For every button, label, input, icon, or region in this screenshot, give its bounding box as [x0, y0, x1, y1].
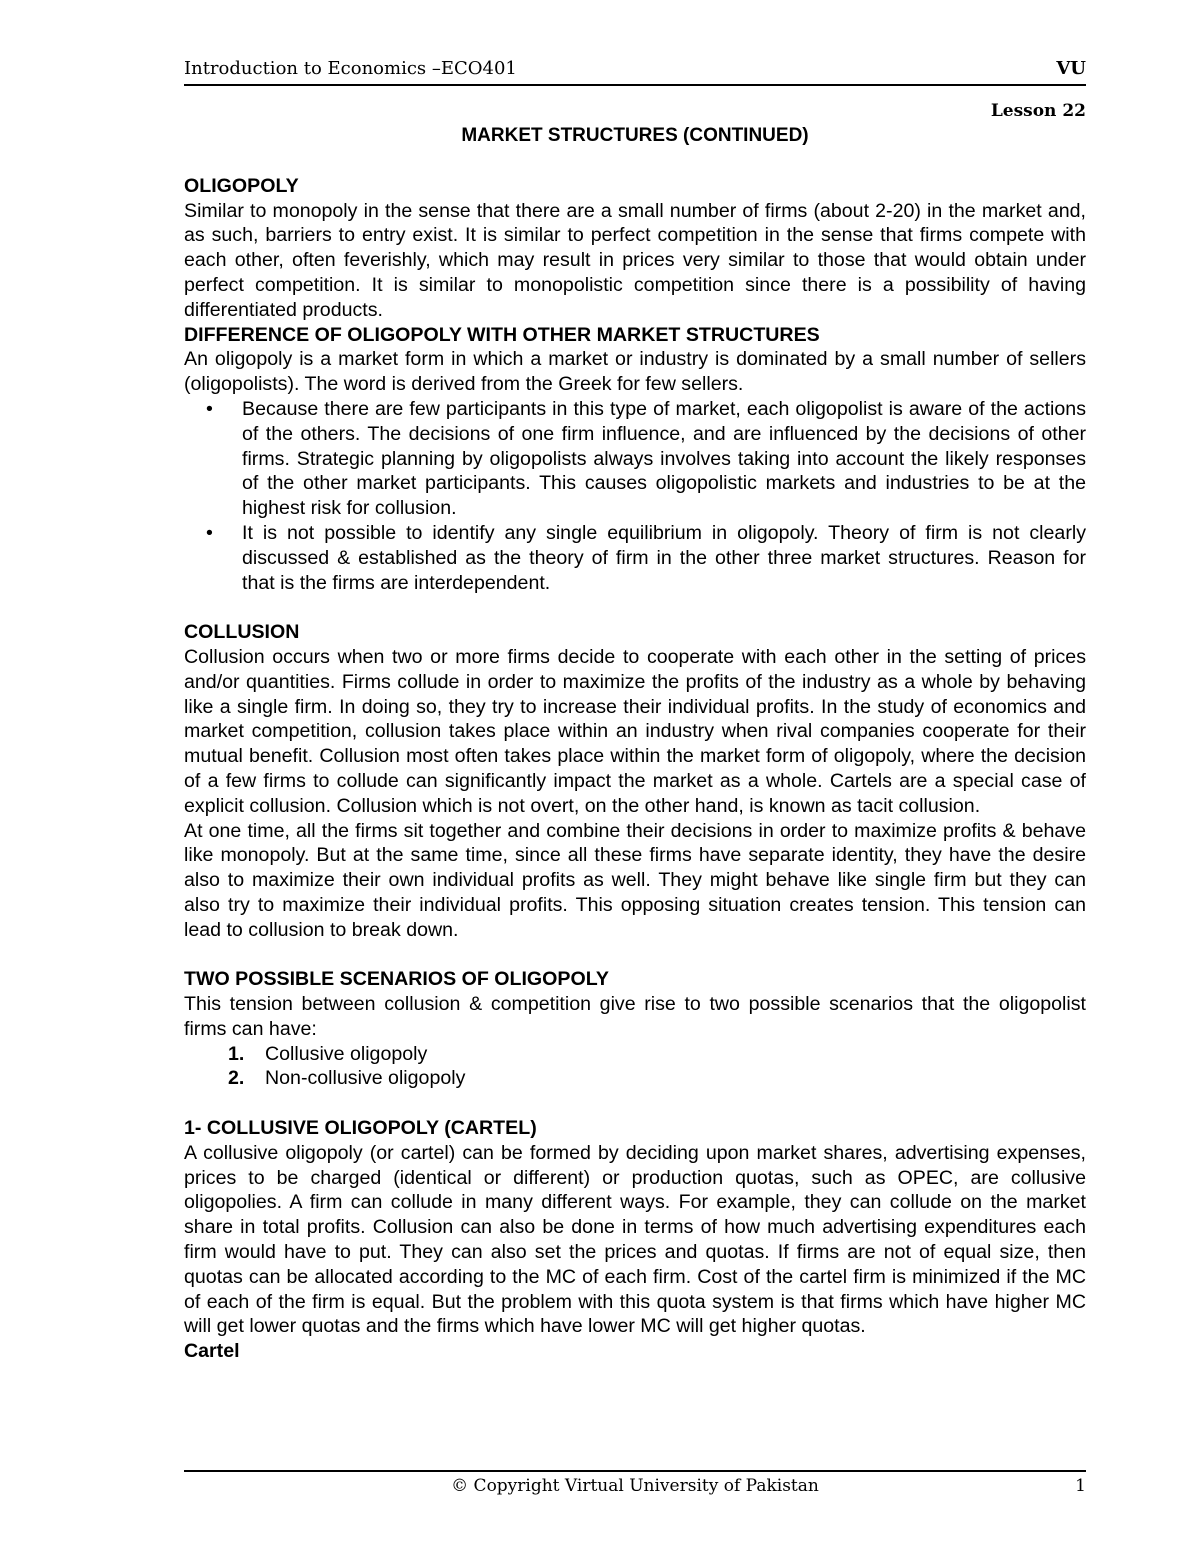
list-item	[206, 397, 1086, 521]
heading-collusion: COLLUSION	[184, 621, 300, 644]
footer-divider	[184, 1470, 1086, 1472]
paragraph-oligopoly: Similar to monopoly in the sense that there are a small number of firms (about 2-20) in the market and, as such, barriers to entry exist. It is similar to perfect competition in the sense that firms compete with each other, often feverishly, which may result in prices very similar to those that would obtain under perfect competition. It is similar to monopolistic competition since there is a possibility of having differentiated products.	[184, 199, 1086, 321]
vu-logo-text: VU	[1056, 58, 1086, 79]
paragraph-collusion-1: Collusion occurs when two or more firms decide to cooperate with each other in the setting of prices and/or quantities. Firms collude in order to maximize the profits of the industry as a whole by behaving like a single firm. In doing so, they try to increase their individual profits. In the study of economics and market competition, collusion takes place within an industry when rival companies cooperate for their mutual benefit. Collusion most often takes place within the market form of oligopoly, where the decision of a few firms to collude can significantly impact the market as a whole. Cartels are a special case of explicit collusion. Collusion which is not overt, on the other hand, is known as tacit collusion.	[184, 645, 1086, 817]
copyright-text: © Copyright Virtual University of Pakistan	[451, 1476, 819, 1496]
list-label: Non-collusive oligopoly	[265, 1067, 466, 1090]
difference-bullet-list	[184, 397, 1086, 595]
heading-collusive-oligopoly: 1- COLLUSIVE OLIGOPOLY (CARTEL)	[184, 1117, 537, 1140]
lesson-number: Lesson 22	[990, 101, 1086, 121]
course-title: Introduction to Economics –ECO401	[184, 58, 517, 79]
list-label: Collusive oligopoly	[265, 1042, 428, 1065]
paragraph-collusive-oligopoly: A collusive oligopoly (or cartel) can be formed by deciding upon market shares, advertising expenses, prices to be charged (identical or different) or production quotas, such as OPEC, are collusive oligopolies. A firm can collude in many different ways. For example, they can collude on the market share in total profits. Collusion can also be done in terms of how much advertising expenditures each firm would have to put. They can also set the prices and quotas. If firms are not of equal size, then quotas can be allocated according to the MC of each firm. Cost of the cartel firm is minimized if the MC of each of the firm is equal. But the problem with this quota system is that firms which have higher MC will get lower quotas and the firms which have lower MC will get higher quotas.	[184, 1141, 1086, 1338]
bullet-text: Because there are few participants in this type of market, each oligopolist is aware of the actions of the others. The decisions of one firm influence, and are influenced by the decisions of other firms. Strategic planning by oligopolists always involves taking into account the likely responses of the other market participants. This causes oligopolistic markets and industries to be at the highest risk for collusion.	[242, 397, 1086, 520]
paragraph-difference: An oligopoly is a market form in which a market or industry is dominated by a small number of sellers (oligopolists). The word is derived from the Greek for few sellers.	[184, 348, 1086, 396]
scenarios-numbered-list	[184, 1042, 1086, 1092]
list-item	[228, 1066, 1086, 1091]
paragraph-collusion-2: At one time, all the firms sit together and combine their decisions in order to maximize profits & behave like monopoly. But at the same time, since all these firms have separate identity, they have the desire also to maximize their own individual profits as well. They might behave like single firm but they can also try to maximize their individual profits. This opposing situation creates tension. This tension can lead to collusion to break down.	[184, 819, 1086, 941]
page-title: MARKET STRUCTURES (CONTINUED)	[461, 125, 809, 146]
page-number: 1	[1075, 1476, 1086, 1496]
heading-oligopoly: OLIGOPOLY	[184, 174, 299, 197]
heading-difference: DIFFERENCE OF OLIGOPOLY WITH OTHER MARKET STRUCTURES	[184, 323, 820, 346]
bullet-icon: •	[206, 397, 213, 420]
paragraph-scenarios: This tension between collusion & competition give rise to two possible scenarios that the oligopolist firms can have:	[184, 993, 1086, 1040]
bullet-icon: •	[206, 521, 213, 544]
document-body	[184, 124, 1086, 1364]
heading-scenarios: TWO POSSIBLE SCENARIOS OF OLIGOPOLY	[184, 968, 609, 991]
page-header	[184, 58, 1086, 86]
list-item	[206, 521, 1086, 595]
subheading-cartel: Cartel	[184, 1340, 240, 1363]
list-item	[228, 1042, 1086, 1067]
list-number: 2.	[228, 1067, 245, 1090]
list-number: 1.	[228, 1042, 245, 1065]
bullet-text: It is not possible to identify any single equilibrium in oligopoly. Theory of firm is not clearly discussed & established as the theory of firm in the other three market structures. Reason for that is the firms are interdependent.	[242, 521, 1086, 594]
